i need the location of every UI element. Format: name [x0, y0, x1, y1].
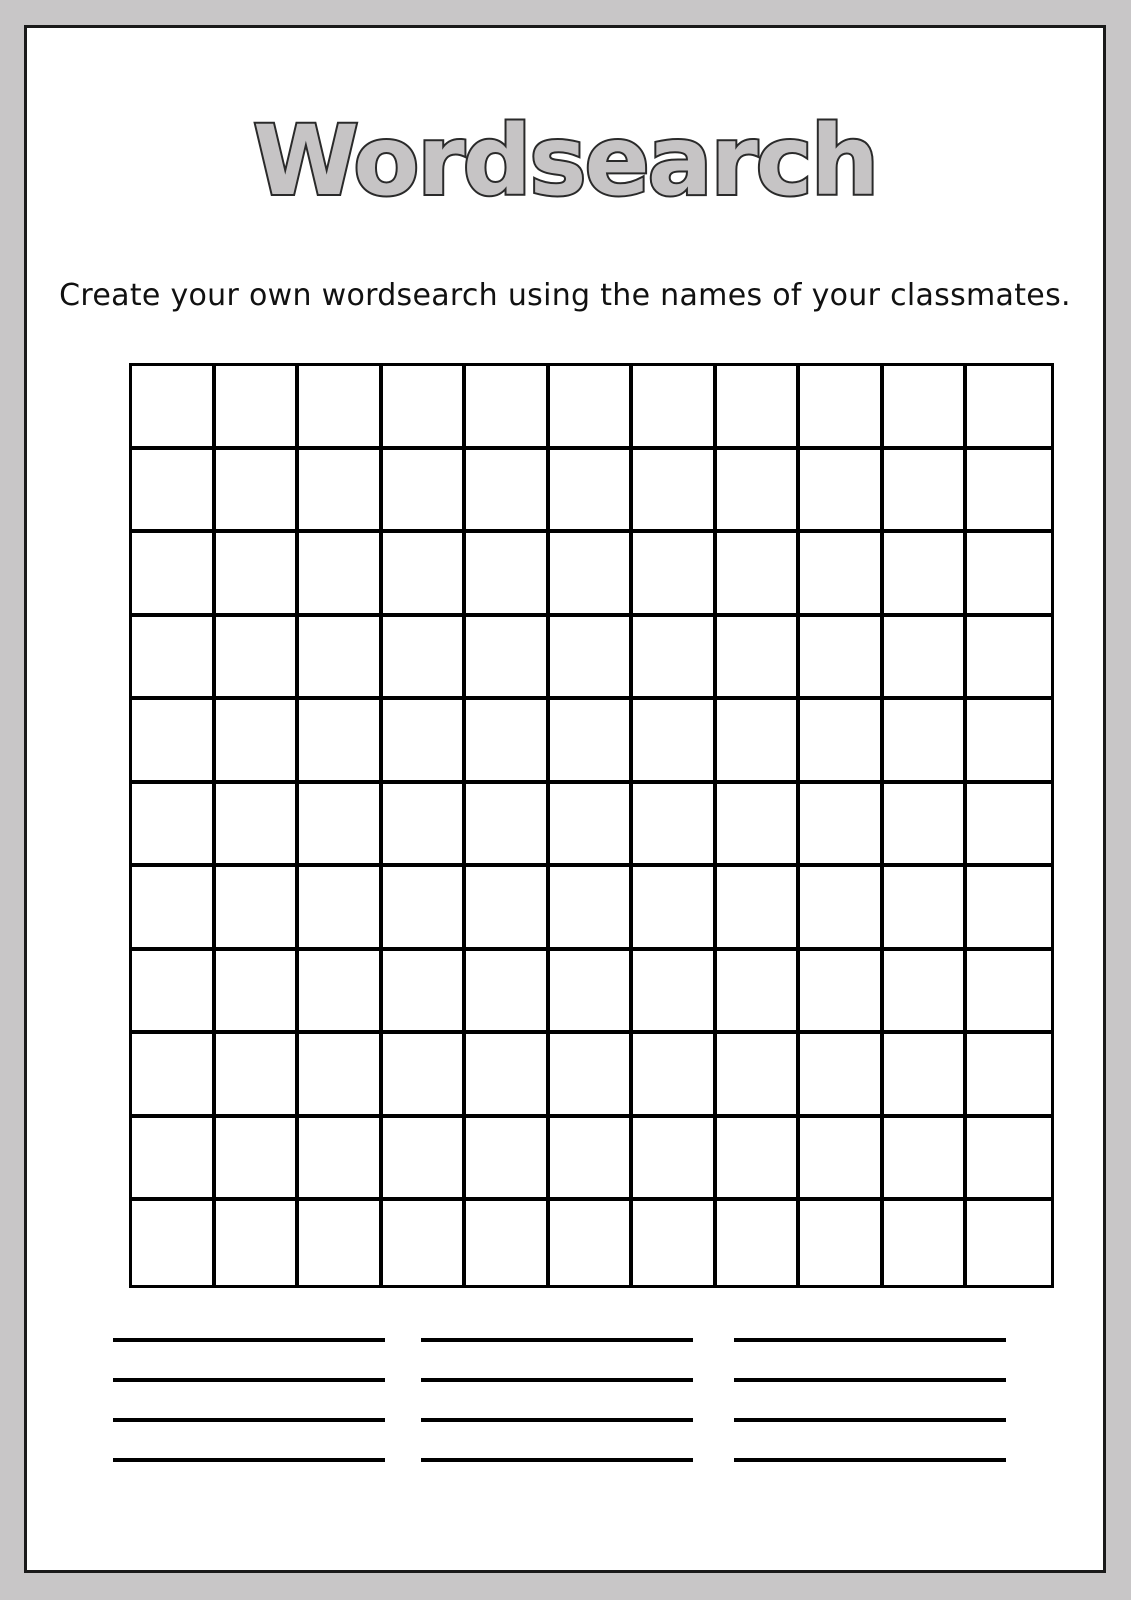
- grid-cell[interactable]: [717, 951, 801, 1035]
- answer-line[interactable]: [421, 1418, 693, 1422]
- answer-line[interactable]: [421, 1338, 693, 1342]
- grid-cell[interactable]: [550, 1034, 634, 1118]
- grid-cell[interactable]: [967, 366, 1051, 450]
- grid-cell[interactable]: [633, 1118, 717, 1202]
- grid-cell[interactable]: [216, 700, 300, 784]
- grid-cell[interactable]: [967, 867, 1051, 951]
- grid-cell[interactable]: [299, 366, 383, 450]
- grid-cell[interactable]: [299, 951, 383, 1035]
- answer-line[interactable]: [113, 1458, 385, 1462]
- grid-cell[interactable]: [466, 700, 550, 784]
- grid-cell[interactable]: [800, 1118, 884, 1202]
- grid-cell[interactable]: [216, 617, 300, 701]
- grid-cell[interactable]: [550, 450, 634, 534]
- grid-cell[interactable]: [884, 1118, 968, 1202]
- grid-cell[interactable]: [550, 700, 634, 784]
- grid-cell[interactable]: [216, 784, 300, 868]
- grid-cell[interactable]: [299, 1118, 383, 1202]
- wordsearch-grid: [129, 363, 1054, 1288]
- grid-cell[interactable]: [466, 1201, 550, 1285]
- grid-cell[interactable]: [800, 867, 884, 951]
- grid-cell[interactable]: [132, 617, 216, 701]
- grid-cell[interactable]: [466, 867, 550, 951]
- grid-cell[interactable]: [383, 951, 467, 1035]
- grid-cell[interactable]: [884, 700, 968, 784]
- grid-cell[interactable]: [800, 533, 884, 617]
- grid-cell[interactable]: [967, 1118, 1051, 1202]
- grid-cell[interactable]: [216, 366, 300, 450]
- grid-cell[interactable]: [633, 784, 717, 868]
- grid-cell[interactable]: [884, 867, 968, 951]
- grid-cell[interactable]: [717, 450, 801, 534]
- grid-cell[interactable]: [633, 867, 717, 951]
- grid-cell[interactable]: [299, 450, 383, 534]
- grid-cell[interactable]: [884, 1201, 968, 1285]
- grid-cell[interactable]: [800, 1201, 884, 1285]
- grid-cell[interactable]: [800, 1034, 884, 1118]
- grid-cell[interactable]: [884, 617, 968, 701]
- grid-cell[interactable]: [550, 1118, 634, 1202]
- grid-cell[interactable]: [132, 533, 216, 617]
- grid-cell[interactable]: [216, 1118, 300, 1202]
- grid-cell[interactable]: [299, 1201, 383, 1285]
- grid-cell[interactable]: [466, 1034, 550, 1118]
- grid-cell[interactable]: [299, 533, 383, 617]
- grid-cell[interactable]: [717, 1118, 801, 1202]
- grid-cell[interactable]: [884, 951, 968, 1035]
- grid-cell[interactable]: [717, 784, 801, 868]
- grid-cell[interactable]: [466, 450, 550, 534]
- grid-cell[interactable]: [466, 617, 550, 701]
- grid-cell[interactable]: [800, 617, 884, 701]
- grid-cell[interactable]: [216, 450, 300, 534]
- grid-cell[interactable]: [633, 1034, 717, 1118]
- grid-cell[interactable]: [800, 450, 884, 534]
- grid-cell[interactable]: [550, 1201, 634, 1285]
- answer-line[interactable]: [421, 1378, 693, 1382]
- grid-cell[interactable]: [717, 533, 801, 617]
- grid-cell[interactable]: [633, 1201, 717, 1285]
- grid-cell[interactable]: [383, 366, 467, 450]
- answer-line[interactable]: [734, 1338, 1006, 1342]
- grid-cell[interactable]: [717, 700, 801, 784]
- grid-cell[interactable]: [383, 1118, 467, 1202]
- grid-cell[interactable]: [550, 951, 634, 1035]
- grid-cell[interactable]: [633, 617, 717, 701]
- grid-cell[interactable]: [967, 1201, 1051, 1285]
- instructions-text: Create your own wordsearch using the names of your classmates.: [59, 278, 1071, 313]
- grid-cell[interactable]: [967, 533, 1051, 617]
- grid-cell[interactable]: [132, 700, 216, 784]
- grid-cell[interactable]: [633, 450, 717, 534]
- answer-line[interactable]: [734, 1378, 1006, 1382]
- answer-line[interactable]: [734, 1458, 1006, 1462]
- grid-cell[interactable]: [800, 784, 884, 868]
- grid-cell[interactable]: [383, 617, 467, 701]
- grid-cell[interactable]: [466, 951, 550, 1035]
- grid-cell[interactable]: [550, 617, 634, 701]
- page-title: Wordsearch: [252, 105, 878, 217]
- answer-line[interactable]: [113, 1378, 385, 1382]
- grid-cell[interactable]: [550, 867, 634, 951]
- grid-cell[interactable]: [633, 366, 717, 450]
- grid-cell[interactable]: [967, 1034, 1051, 1118]
- grid-cell[interactable]: [550, 784, 634, 868]
- grid-cell[interactable]: [884, 784, 968, 868]
- grid-cell[interactable]: [383, 700, 467, 784]
- grid-cell[interactable]: [216, 1201, 300, 1285]
- grid-cell[interactable]: [800, 366, 884, 450]
- grid-cell[interactable]: [132, 1034, 216, 1118]
- grid-cell[interactable]: [800, 700, 884, 784]
- answer-line[interactable]: [113, 1418, 385, 1422]
- grid-cell[interactable]: [132, 1201, 216, 1285]
- answer-line[interactable]: [734, 1418, 1006, 1422]
- grid-cell[interactable]: [466, 1118, 550, 1202]
- grid-cell[interactable]: [132, 951, 216, 1035]
- grid-cell[interactable]: [216, 1034, 300, 1118]
- grid-cell[interactable]: [216, 951, 300, 1035]
- grid-cell[interactable]: [132, 867, 216, 951]
- grid-cell[interactable]: [633, 951, 717, 1035]
- grid-cell[interactable]: [299, 1034, 383, 1118]
- grid-cell[interactable]: [466, 366, 550, 450]
- grid-cell[interactable]: [884, 450, 968, 534]
- grid-cell[interactable]: [717, 867, 801, 951]
- grid-cell[interactable]: [550, 533, 634, 617]
- grid-cell[interactable]: [967, 617, 1051, 701]
- grid-cell[interactable]: [466, 533, 550, 617]
- worksheet-page: [24, 25, 1106, 1573]
- grid-cell[interactable]: [383, 450, 467, 534]
- grid-cell[interactable]: [967, 951, 1051, 1035]
- grid-cell[interactable]: [633, 533, 717, 617]
- grid-cell[interactable]: [383, 1201, 467, 1285]
- grid-cell[interactable]: [132, 784, 216, 868]
- grid-cell[interactable]: [383, 784, 467, 868]
- grid-cell[interactable]: [299, 617, 383, 701]
- grid-cell[interactable]: [216, 533, 300, 617]
- grid-cell[interactable]: [717, 1034, 801, 1118]
- grid-cell[interactable]: [132, 1118, 216, 1202]
- grid-cell[interactable]: [216, 867, 300, 951]
- grid-cell[interactable]: [132, 450, 216, 534]
- grid-cell[interactable]: [717, 1201, 801, 1285]
- grid-cell[interactable]: [884, 1034, 968, 1118]
- answer-line[interactable]: [421, 1458, 693, 1462]
- grid-cell[interactable]: [717, 366, 801, 450]
- grid-cell[interactable]: [299, 867, 383, 951]
- grid-cell[interactable]: [967, 450, 1051, 534]
- grid-cell[interactable]: [800, 951, 884, 1035]
- grid-cell[interactable]: [383, 867, 467, 951]
- grid-cell[interactable]: [299, 784, 383, 868]
- grid-cell[interactable]: [633, 700, 717, 784]
- grid-cell[interactable]: [132, 366, 216, 450]
- grid-cell[interactable]: [299, 700, 383, 784]
- grid-cell[interactable]: [466, 784, 550, 868]
- answer-line[interactable]: [113, 1338, 385, 1342]
- grid-cell[interactable]: [884, 533, 968, 617]
- grid-cell[interactable]: [717, 617, 801, 701]
- grid-cell[interactable]: [383, 533, 467, 617]
- grid-cell[interactable]: [967, 784, 1051, 868]
- grid-cell[interactable]: [884, 366, 968, 450]
- grid-cell[interactable]: [383, 1034, 467, 1118]
- grid-cell[interactable]: [967, 700, 1051, 784]
- grid-cell[interactable]: [550, 366, 634, 450]
